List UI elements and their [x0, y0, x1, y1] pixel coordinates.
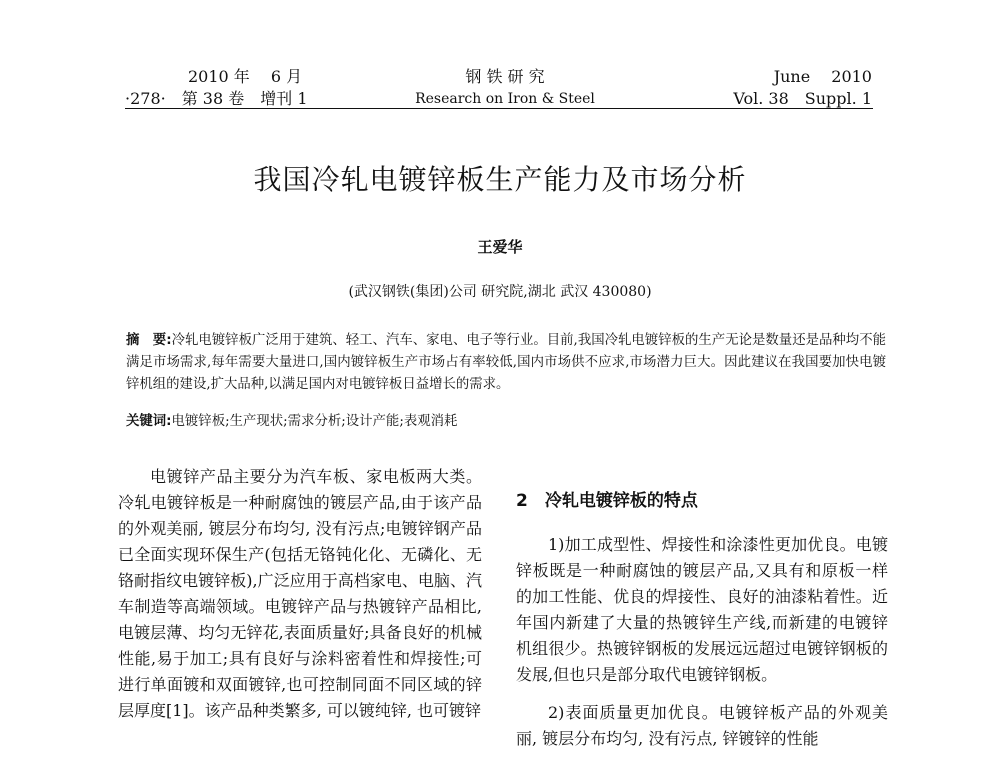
author-affiliation: (武汉钢铁(集团)公司 研究院,湖北 武汉 430080) — [348, 284, 652, 300]
keywords-label: 关键词: — [126, 414, 172, 429]
intro-paragraph: 电镀锌产品主要分为汽车板、家电板两大类。冷轧电镀锌板是一种耐腐蚀的镀层产品,由于该产品的外观美丽, 镀层分布均匀, 没有污点;电镀锌钢产品已全面实现环保生产(包括无铬钝化化、无磷化、无铬耐指纹电镀锌板),广泛应用于高档家电、电脑、汽车制造等高端领域。电镀锌产品与热镀锌产品相比,电镀层薄、均匀无锌花,表面质量好;具备良好的机械性能,易于加工;具有良好与涂料密着性和焊接性;可进行单面镀和双面镀锌,也可控制同面不同区域的锌层厚度[1]。该产品种类繁多, 可以镀纯锌, 也可镀锌 — [118, 467, 482, 720]
article-title: 我国冷轧电镀锌板生产能力及市场分析 — [253, 163, 747, 196]
running-header-right — [733, 66, 872, 110]
body-column-left — [118, 464, 482, 724]
section-heading: 2 冷轧电镀锌板的特点 — [516, 491, 698, 511]
article-author: 王爱华 — [477, 238, 523, 256]
running-header-left — [125, 66, 308, 110]
feature-paragraph-2: 2)表面质量更加优良。电镀锌板产品的外观美丽, 镀层分布均匀, 没有污点, 锌镀锌的性能 — [516, 703, 888, 748]
abstract — [126, 330, 886, 396]
issue-date-en: June 2010 — [773, 67, 872, 86]
abstract-text: 冷轧电镀锌板广泛用于建筑、轻工、汽车、家电、电子等行业。目前,我国冷轧电镀锌板的生产无论是数量还是品种均不能满足市场需求,每年需要大量进口,国内镀锌板生产市场占有率较低,国内市场供不应求,市场潜力巨大。因此建议在我国要加快电镀锌机组的建设,扩大品种,以满足国内对电镀锌板日益增长的需求。 — [126, 333, 886, 392]
running-header-journal — [410, 66, 600, 110]
keywords — [126, 411, 886, 433]
journal-name-cn: 钢 铁 研 究 — [465, 67, 545, 86]
issue-date: 2010 年 6 月 — [188, 67, 303, 86]
feature-paragraph-1: 1)加工成型性、焊接性和涂漆性更加优良。电镀锌板既是一种耐腐蚀的镀层产品,又具有和原板一样的加工性能、优良的焊接性、良好的油漆粘着性。近年国内新建了大量的热镀锌生产线,而新建的电镀锌机组很少。热镀锌钢板的发展远远超过电镀锌钢板的发展,但也只是部分取代电镀锌钢板。 — [516, 535, 888, 684]
journal-name-en: Research on Iron & Steel — [415, 91, 595, 107]
keywords-text: 电镀锌板;生产现状;需求分析;设计产能;表观消耗 — [171, 414, 458, 429]
body-column-right — [516, 488, 888, 752]
volume-info-en: Vol. 38 Suppl. 1 — [733, 89, 872, 108]
header-rule — [125, 108, 873, 109]
abstract-label: 摘 要: — [126, 333, 172, 348]
page-volume-info: ·278· 第 38 卷 增刊 1 — [125, 89, 308, 108]
